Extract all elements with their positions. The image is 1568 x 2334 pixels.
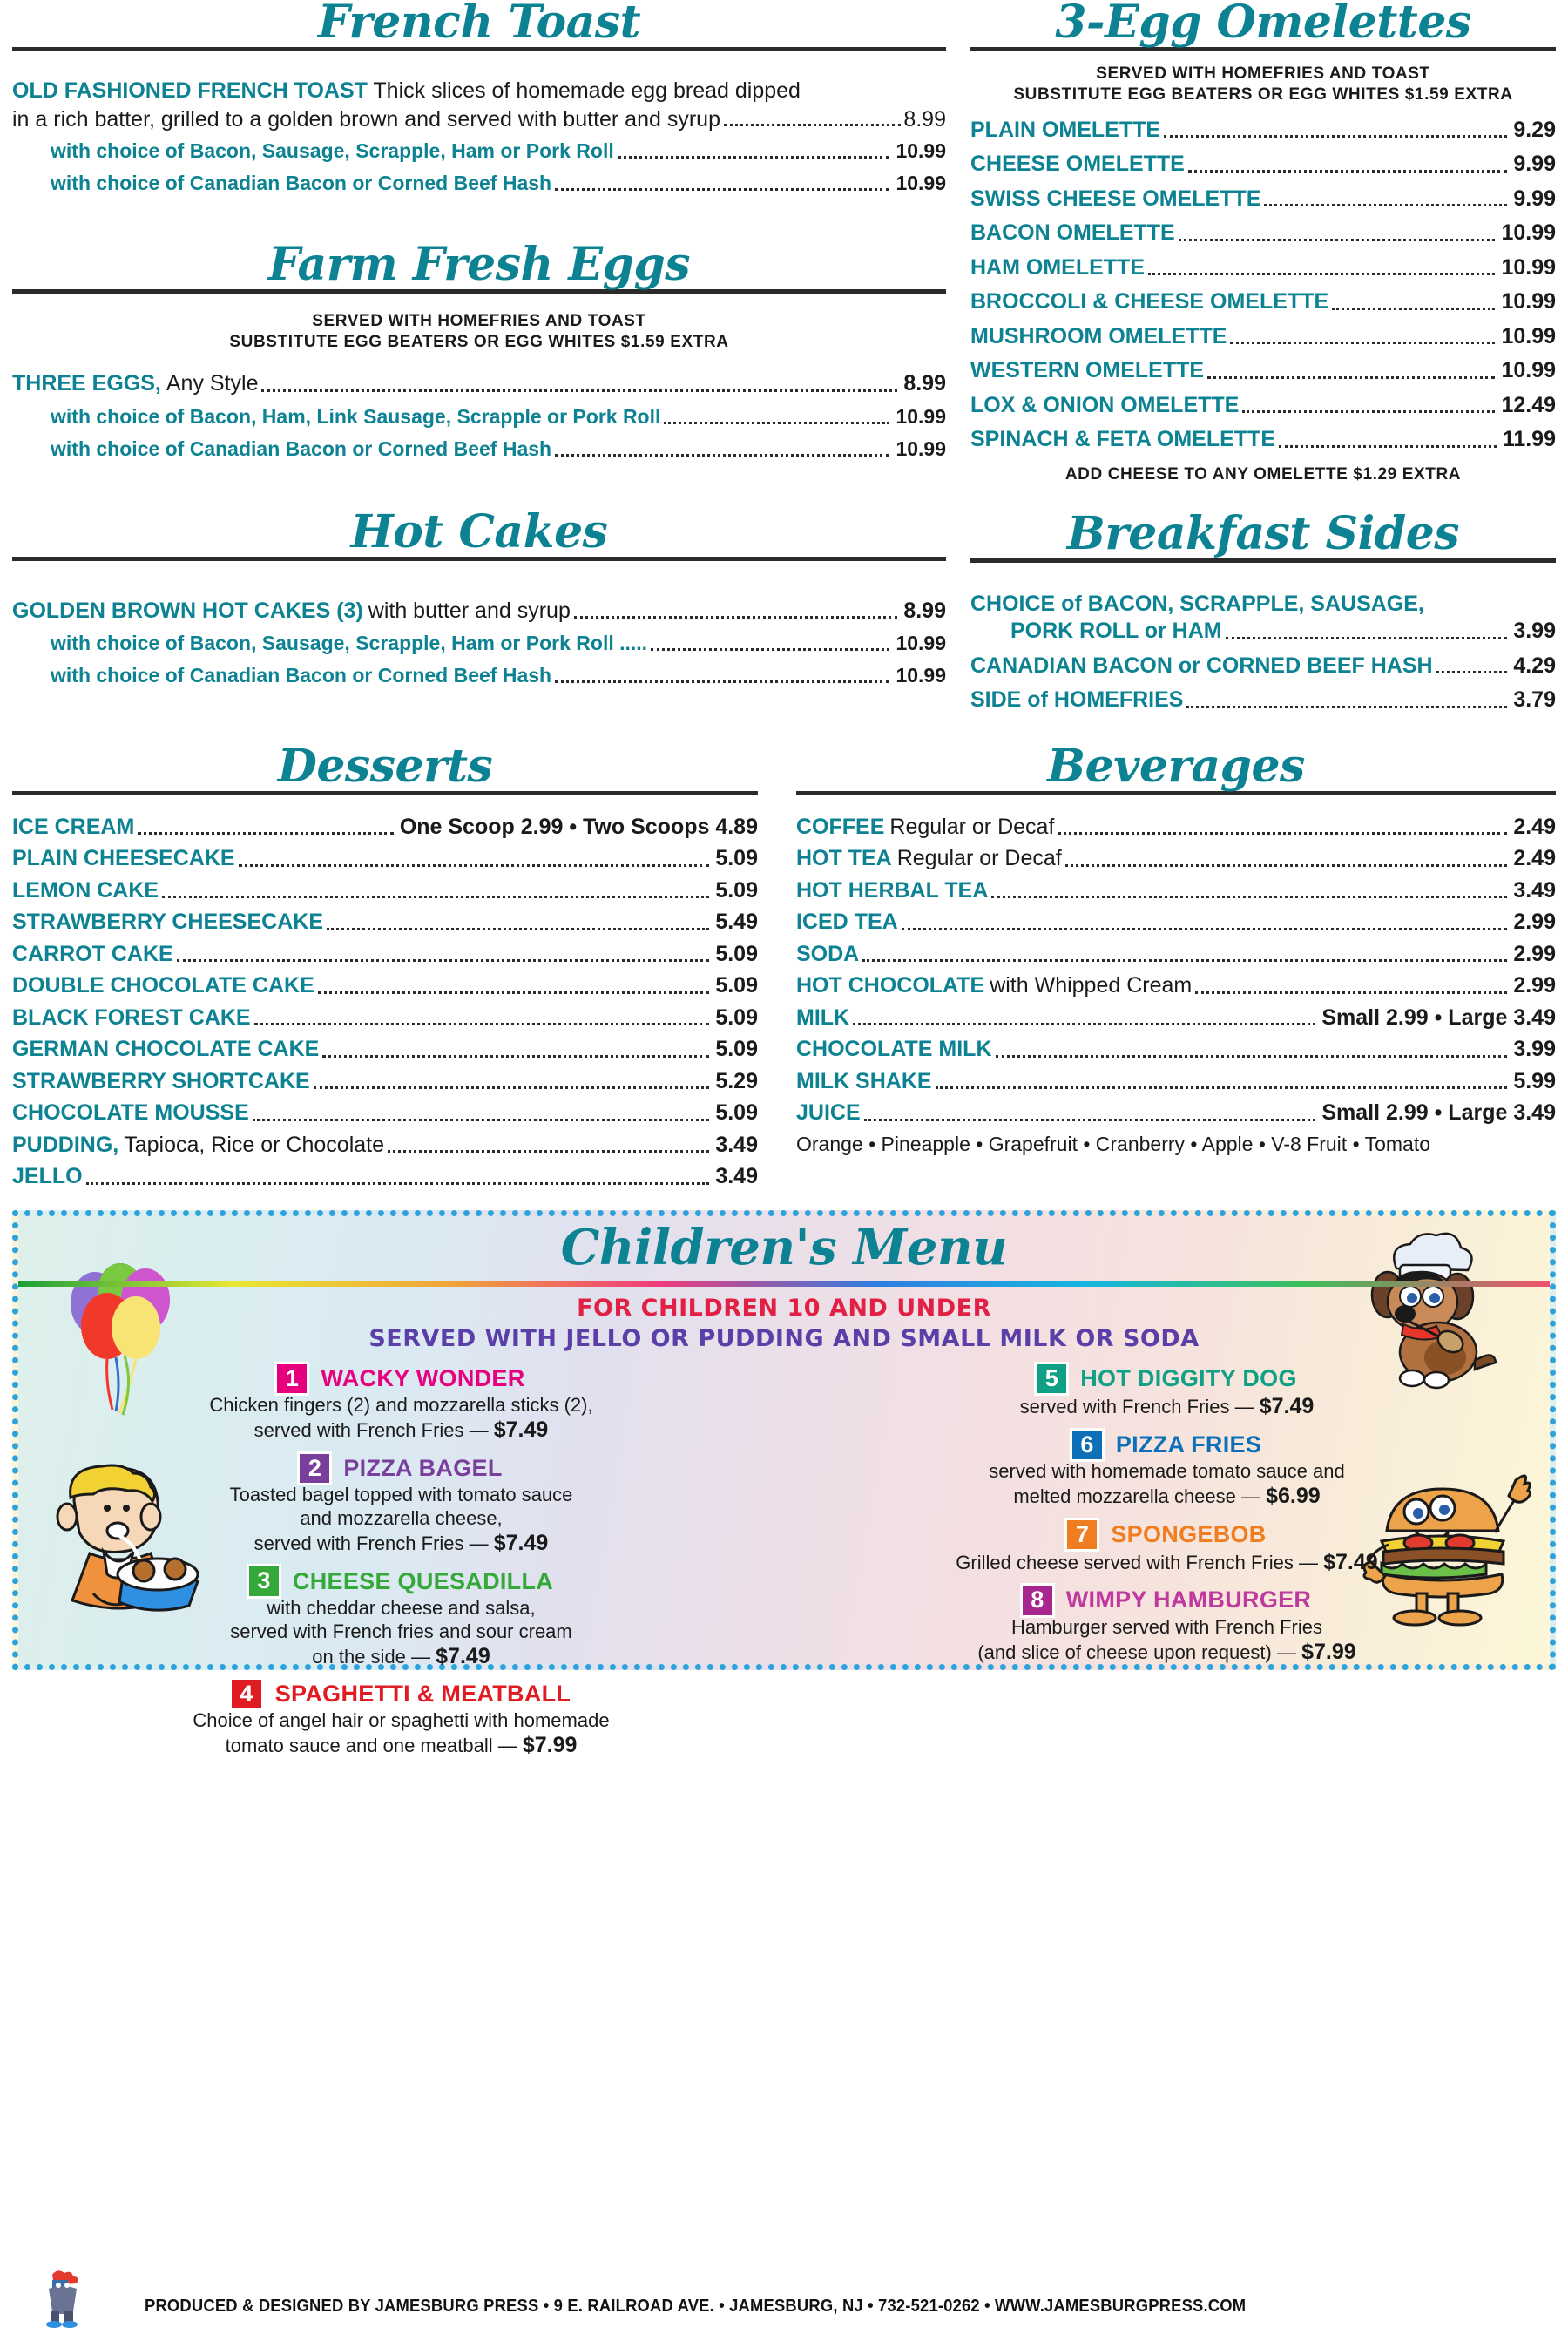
childrens-menu-right-column [784, 1364, 1550, 1769]
kids-item-desc: and mozzarella cheese, [300, 1506, 503, 1529]
item-name: CHEESE OMELETTE [970, 152, 1185, 177]
leader-dots [239, 864, 710, 867]
item-name: MUSHROOM OMELETTE [970, 323, 1227, 348]
kids-menu-item [27, 1566, 775, 1669]
leader-dots [1207, 376, 1495, 379]
childrens-menu-heading [18, 1216, 1550, 1276]
page-footer [0, 2264, 1568, 2327]
kids-item-header [277, 1364, 524, 1393]
menu-row [796, 1099, 1556, 1127]
breakfast-sides-list [970, 591, 1556, 714]
kids-item-desc: served with French Fries — $7.49 [1019, 1394, 1315, 1419]
kids-item-header [1067, 1520, 1266, 1549]
section-title: Beverages [1047, 739, 1305, 793]
item-price: 3.99 [1513, 619, 1556, 644]
item-price: Small 2.99 • Large 3.49 [1321, 1005, 1556, 1030]
section-heading [12, 237, 946, 294]
item-desc: Regular or Decaf [889, 814, 1055, 839]
left-column [12, 0, 970, 714]
item-name: JUICE [796, 1100, 861, 1126]
item-price: 11.99 [1502, 427, 1556, 452]
leader-dots [261, 389, 897, 392]
kids-item-number-badge: 5 [1037, 1364, 1066, 1393]
menu-row [796, 1067, 1556, 1096]
item-desc: Any Style [166, 371, 259, 396]
footer-credit: PRODUCED & DESIGNED BY JAMESBURG PRESS • 9 E. RAILROAD AVE. • JAMESBURG, NJ • 732-521-0262 • WWW.JAMESBURGPRESS.COM [145, 2297, 1247, 2316]
kids-item-price: $7.49 [493, 1417, 549, 1443]
item-name: with choice of Bacon, Sausage, Scrapple, Ham or Pork Roll [51, 139, 614, 162]
leader-dots [555, 188, 889, 191]
leader-dots [864, 1119, 1316, 1121]
leader-dots [853, 1023, 1315, 1025]
item-price: 3.49 [715, 1132, 758, 1157]
menu-row [970, 391, 1556, 420]
bottom-columns [12, 739, 1556, 1191]
item-price: 10.99 [896, 139, 946, 162]
menu-row [12, 1004, 758, 1032]
section-note-line2: SUBSTITUTE EGG BEATERS OR EGG WHITES $1.59 EXTRA [229, 333, 729, 352]
kids-item-number-badge: 1 [277, 1364, 307, 1393]
item-price: 10.99 [1501, 323, 1556, 348]
item-name: HOT CHOCOLATE [796, 973, 985, 998]
kids-item-price: $7.49 [436, 1643, 490, 1668]
kids-item-desc: Chicken fingers (2) and mozzarella sticks (2), [209, 1394, 593, 1417]
menu-row [12, 1067, 758, 1096]
item-price: 10.99 [1501, 220, 1556, 246]
menu-row [970, 185, 1556, 213]
section-title: Breakfast Sides [1066, 506, 1460, 560]
kids-item-desc: served with homemade tomato sauce and [989, 1460, 1345, 1483]
item-name: COFFEE [796, 814, 885, 839]
kids-item-desc: served with French Fries — $7.49 [253, 1417, 549, 1443]
item-price: 3.99 [1513, 1037, 1556, 1062]
item-name: with choice of Bacon, Ham, Link Sausage, Scrapple or Pork Roll [51, 404, 661, 428]
menu-row [12, 631, 946, 657]
section-french-toast [12, 0, 946, 197]
item-desc: Tapioca, Rice or Chocolate [124, 1132, 385, 1157]
leader-dots [1065, 864, 1508, 867]
menu-row [12, 139, 946, 165]
menu-row [12, 171, 946, 197]
item-name: OLD FASHIONED FRENCH TOAST [12, 78, 368, 103]
item-desc: Thick slices of homemade egg bread dipped [373, 78, 801, 103]
menu-row [970, 591, 1556, 646]
menu-row [796, 908, 1556, 937]
item-name: PORK ROLL or HAM [1010, 619, 1222, 644]
item-price: 10.99 [896, 171, 946, 194]
section-title: Desserts [277, 739, 493, 793]
kids-item-name: PIZZA BAGEL [343, 1454, 503, 1481]
kids-item-header [300, 1454, 502, 1483]
item-price: 5.09 [715, 877, 758, 903]
section-title: 3-Egg Omelettes [1055, 0, 1471, 49]
section-heading [970, 0, 1556, 51]
item-name: with choice of Canadian Bacon or Corned Beef Hash [51, 171, 552, 194]
item-price: 8.99 [903, 598, 946, 623]
top-columns [12, 0, 1556, 714]
item-name: SODA [796, 941, 860, 966]
item-name: THREE EGGS, [12, 371, 161, 396]
menu-row [12, 404, 946, 430]
section-heading [12, 739, 758, 795]
item-desc-cont: in a rich batter, grilled to a golden brown and served with butter and syrup [12, 106, 720, 132]
kids-item-name: HOT DIGGITY DOG [1080, 1365, 1297, 1392]
kids-item-number-badge: 2 [300, 1454, 329, 1483]
leader-dots [1279, 445, 1497, 448]
leader-dots [1195, 991, 1507, 994]
kids-item-price: $6.99 [1266, 1484, 1321, 1509]
leader-dots [574, 616, 897, 619]
rainbow-divider [18, 1281, 1550, 1287]
leader-dots [322, 1055, 709, 1058]
childrens-menu-left-column [18, 1364, 784, 1769]
kids-item-price: $7.49 [1259, 1394, 1315, 1419]
menu-row [970, 116, 1556, 145]
juice-flavors: Orange • Pineapple • Grapefruit • Cranberry • Apple • V-8 Fruit • Tomato [796, 1132, 1431, 1155]
kids-item-desc: served with French fries and sour cream [230, 1620, 572, 1642]
leader-dots [253, 1119, 710, 1121]
item-desc: with Whipped Cream [990, 973, 1193, 998]
section-title: Children's Menu [560, 1218, 1008, 1276]
item-price: 10.99 [896, 664, 946, 687]
leader-dots [862, 959, 1507, 962]
item-name: STRAWBERRY CHEESECAKE [12, 910, 323, 935]
menu-row [12, 663, 946, 689]
leader-dots [651, 648, 889, 651]
menu-row [796, 844, 1556, 873]
item-price: 2.49 [1513, 846, 1556, 871]
item-name-line1: CHOICE of BACON, SCRAPPLE, SAUSAGE, [970, 591, 1424, 616]
item-price: 5.49 [715, 910, 758, 935]
item-price: 9.99 [1513, 152, 1556, 177]
kids-item-name: CHEESE QUESADILLA [292, 1567, 554, 1594]
menu-row [796, 940, 1556, 969]
menu-row [12, 940, 758, 969]
item-price: 2.99 [1513, 941, 1556, 966]
kids-item-desc: (and slice of cheese upon request) — $7.99 [977, 1639, 1356, 1664]
item-price: One Scoop 2.99 • Two Scoops 4.89 [399, 814, 758, 839]
section-title: Farm Fresh Eggs [267, 237, 691, 291]
item-price: 12.49 [1501, 392, 1556, 417]
menu-row [970, 219, 1556, 247]
item-name: DOUBLE CHOCOLATE CAKE [12, 973, 314, 998]
french-toast-feature [12, 78, 946, 132]
item-price: 8.99 [903, 106, 946, 132]
kids-item-price: $7.49 [493, 1530, 549, 1555]
leader-dots [1242, 410, 1495, 413]
omelette-list [970, 116, 1556, 454]
item-name: PLAIN OMELETTE [970, 117, 1161, 142]
item-name: WESTERN OMELETTE [970, 358, 1205, 383]
item-price: 5.09 [715, 1100, 758, 1126]
menu-row [12, 369, 946, 398]
section-title: Hot Cakes [350, 504, 608, 558]
kids-item-desc: tomato sauce and one meatball — $7.99 [225, 1733, 578, 1758]
item-name: GOLDEN BROWN HOT CAKES (3) [12, 598, 363, 623]
item-price: 5.09 [715, 973, 758, 998]
kids-item-number-badge: 3 [249, 1566, 279, 1595]
kids-item-name: SPAGHETTI & MEATBALL [274, 1681, 571, 1708]
item-price: 4.29 [1513, 653, 1556, 678]
menu-row [970, 686, 1556, 714]
item-name: CHOCOLATE MOUSSE [12, 1100, 249, 1126]
item-price: 2.49 [1513, 814, 1556, 839]
menu-row [796, 813, 1556, 842]
kids-item-desc: Choice of angel hair or spaghetti with homemade [193, 1709, 610, 1732]
leader-dots [327, 928, 709, 930]
leader-dots [1226, 637, 1508, 639]
item-price: 10.99 [896, 436, 946, 460]
menu-row [796, 1035, 1556, 1064]
kids-item-name: WIMPY HAMBURGER [1065, 1586, 1312, 1614]
menu-row [970, 254, 1556, 282]
item-price: 10.99 [1501, 254, 1556, 280]
leader-dots [1148, 273, 1495, 275]
item-name: SIDE of HOMEFRIES [970, 687, 1184, 713]
section-note-line2: SUBSTITUTE EGG BEATERS OR EGG WHITES $1.59 EXTRA [1013, 85, 1513, 105]
menu-row [12, 1099, 758, 1127]
item-desc: with butter and syrup [368, 598, 571, 623]
kids-item-number-badge: 4 [232, 1680, 261, 1708]
menu-row [970, 652, 1556, 680]
leader-dots [1164, 135, 1507, 138]
kids-item-price: $7.49 [1323, 1549, 1378, 1574]
leader-dots [618, 156, 890, 159]
item-price: 5.09 [715, 1037, 758, 1062]
menu-row [12, 597, 946, 626]
item-price: Small 2.99 • Large 3.49 [1321, 1100, 1556, 1126]
leader-dots [1230, 342, 1495, 344]
leader-dots [1186, 706, 1507, 708]
menu-row [12, 971, 758, 1000]
leader-dots [1332, 308, 1495, 310]
leader-dots [996, 1055, 1508, 1058]
kids-item-number-badge: 8 [1023, 1586, 1052, 1614]
kids-menu-item [27, 1680, 775, 1759]
item-name: BLACK FOREST CAKE [12, 1005, 251, 1030]
item-price: 3.49 [715, 1164, 758, 1189]
kids-menu-item [27, 1364, 775, 1444]
section-heading [796, 739, 1556, 795]
leader-dots [314, 1086, 710, 1089]
section-note-line1: SERVED WITH HOMEFRIES AND TOAST [312, 311, 646, 330]
item-name: CANADIAN BACON or CORNED BEEF HASH [970, 653, 1433, 678]
menu-row [970, 288, 1556, 316]
item-name: MILK [796, 1005, 850, 1030]
leader-dots [1188, 170, 1507, 173]
item-name: JELLO [12, 1164, 83, 1189]
item-price: 3.49 [1513, 877, 1556, 903]
menu-row [970, 686, 1556, 714]
item-price: 9.29 [1513, 117, 1556, 142]
kids-item-name: SPONGEBOB [1111, 1520, 1267, 1547]
item-price: 5.99 [1513, 1068, 1556, 1093]
item-name: PLAIN CHEESECAKE [12, 846, 235, 871]
kids-item-price: $7.99 [1301, 1639, 1356, 1664]
kids-item-number-badge: 7 [1067, 1520, 1097, 1549]
omelette-footnote: ADD CHEESE TO ANY OMELETTE $1.29 EXTRA [1064, 464, 1462, 484]
kids-menu-item [27, 1454, 775, 1557]
menu-row [970, 150, 1556, 179]
menu-row [12, 1035, 758, 1064]
childrens-menu-columns [18, 1364, 1550, 1769]
item-price: 8.99 [903, 371, 946, 396]
kids-item-desc: on the side — $7.49 [312, 1643, 490, 1668]
menu-row [12, 436, 946, 463]
leader-dots [991, 896, 1507, 898]
kids-item-desc: Hamburger served with French Fries [1010, 1615, 1322, 1638]
kids-item-number-badge: 6 [1072, 1431, 1102, 1459]
item-price: 5.09 [715, 846, 758, 871]
kids-item-price: $7.99 [522, 1733, 578, 1758]
section-beverages [796, 739, 1556, 1191]
item-name: SWISS CHEESE OMELETTE [970, 186, 1261, 211]
item-price: 5.09 [715, 1005, 758, 1030]
leader-dots [936, 1086, 1508, 1089]
menu-row [12, 813, 758, 842]
leader-dots [555, 680, 889, 683]
item-name: with choice of Bacon, Sausage, Scrapple, Ham or Pork Roll ..... [51, 632, 648, 655]
item-name: MILK SHAKE [796, 1068, 932, 1093]
kids-item-name: WACKY WONDER [321, 1365, 525, 1392]
item-name: HOT TEA [796, 846, 892, 871]
leader-dots [902, 928, 1508, 930]
leader-dots [1179, 239, 1496, 241]
menu-row [970, 425, 1556, 454]
menu-row [12, 908, 758, 937]
section-omelettes [970, 0, 1556, 485]
leader-dots [1436, 671, 1508, 673]
kids-item-desc: Grilled cheese served with French Fries — $7.49 [956, 1549, 1378, 1574]
section-note-line1: SERVED WITH HOMEFRIES AND TOAST [1096, 64, 1430, 83]
kids-item-header [249, 1566, 553, 1595]
kids-menu-item [793, 1520, 1541, 1576]
menu-row [796, 971, 1556, 1000]
kids-item-desc: Toasted bagel topped with tomato sauce [229, 1484, 573, 1506]
section-desserts [12, 739, 796, 1191]
section-heading [12, 0, 946, 51]
item-name: LEMON CAKE [12, 877, 159, 903]
childrens-menu-sub1: FOR CHILDREN 10 AND UNDER [577, 1294, 991, 1322]
item-name: HAM OMELETTE [970, 254, 1145, 280]
item-name: with choice of Canadian Bacon or Corned Beef Hash [51, 436, 552, 460]
item-name: HOT HERBAL TEA [796, 877, 989, 903]
right-column [970, 0, 1556, 714]
item-price: 3.79 [1513, 687, 1556, 713]
menu-row [12, 1162, 758, 1191]
item-name: SPINACH & FETA OMELETTE [970, 427, 1275, 452]
item-name: ICED TEA [796, 910, 898, 935]
kids-menu-item [793, 1431, 1541, 1510]
menu-row [12, 1131, 758, 1160]
menu-row [970, 322, 1556, 351]
menu-row [12, 844, 758, 873]
leader-dots [138, 832, 394, 835]
kids-item-desc: with cheddar cheese and salsa, [267, 1596, 536, 1619]
leader-dots [254, 1023, 710, 1025]
printer-mascot-icon [31, 2266, 94, 2327]
kids-item-desc: melted mozzarella cheese — $6.99 [1013, 1484, 1321, 1509]
item-price: 2.99 [1513, 973, 1556, 998]
item-price: 2.99 [1513, 910, 1556, 935]
kids-item-header [232, 1680, 571, 1708]
section-farm-fresh-eggs [12, 237, 946, 463]
item-price: 5.29 [715, 1068, 758, 1093]
item-name-line2 [970, 617, 1556, 646]
leader-dots [86, 1182, 710, 1185]
dessert-list [12, 813, 758, 1191]
kids-item-desc: served with French Fries — $7.49 [253, 1530, 549, 1555]
leader-dots [318, 991, 710, 994]
item-price: 10.99 [1501, 289, 1556, 315]
menu-row [970, 652, 1556, 680]
item-name: PUDDING, [12, 1132, 119, 1157]
kids-menu-item [793, 1586, 1541, 1665]
item-price: 9.99 [1513, 186, 1556, 211]
item-name: LOX & ONION OMELETTE [970, 392, 1240, 417]
kids-item-header [1037, 1364, 1297, 1393]
item-price: 10.99 [1501, 358, 1556, 383]
item-name: GERMAN CHOCOLATE CAKE [12, 1037, 320, 1062]
item-name: BACON OMELETTE [970, 220, 1175, 246]
item-name: STRAWBERRY SHORTCAKE [12, 1068, 310, 1093]
leader-dots [1264, 204, 1507, 206]
item-desc: Regular or Decaf [896, 846, 1062, 871]
section-heading [970, 506, 1556, 563]
item-name: CARROT CAKE [12, 941, 173, 966]
section-breakfast-sides [970, 506, 1556, 714]
menu-row [12, 876, 758, 905]
item-name: with choice of Canadian Bacon or Corned Beef Hash [51, 664, 552, 687]
leader-dots [162, 896, 709, 898]
childrens-menu-panel [12, 1210, 1556, 1758]
menu-row [796, 1004, 1556, 1032]
kids-item-header [1023, 1586, 1312, 1614]
item-price: 10.99 [896, 632, 946, 655]
section-heading [12, 504, 946, 561]
item-name: CHOCOLATE MILK [796, 1037, 992, 1062]
leader-dots [388, 1150, 709, 1153]
leader-dots [1058, 832, 1507, 835]
childrens-menu-sub2: SERVED WITH JELLO OR PUDDING AND SMALL MILK OR SODA [368, 1324, 1200, 1352]
section-title: French Toast [317, 0, 641, 49]
item-name: ICE CREAM [12, 814, 135, 839]
menu-row [796, 876, 1556, 905]
leader-dots [555, 454, 889, 457]
beverage-list [796, 813, 1556, 1127]
leader-dots [664, 422, 889, 424]
item-price: 10.99 [896, 404, 946, 428]
leader-dots [177, 959, 710, 962]
item-price: 5.09 [715, 941, 758, 966]
item-name: BROCCOLI & CHEESE OMELETTE [970, 289, 1329, 315]
kids-item-name: PIZZA FRIES [1115, 1431, 1262, 1458]
kids-item-header [1072, 1431, 1261, 1459]
section-hot-cakes [12, 504, 946, 689]
kids-menu-item [793, 1364, 1541, 1420]
menu-row [970, 356, 1556, 385]
